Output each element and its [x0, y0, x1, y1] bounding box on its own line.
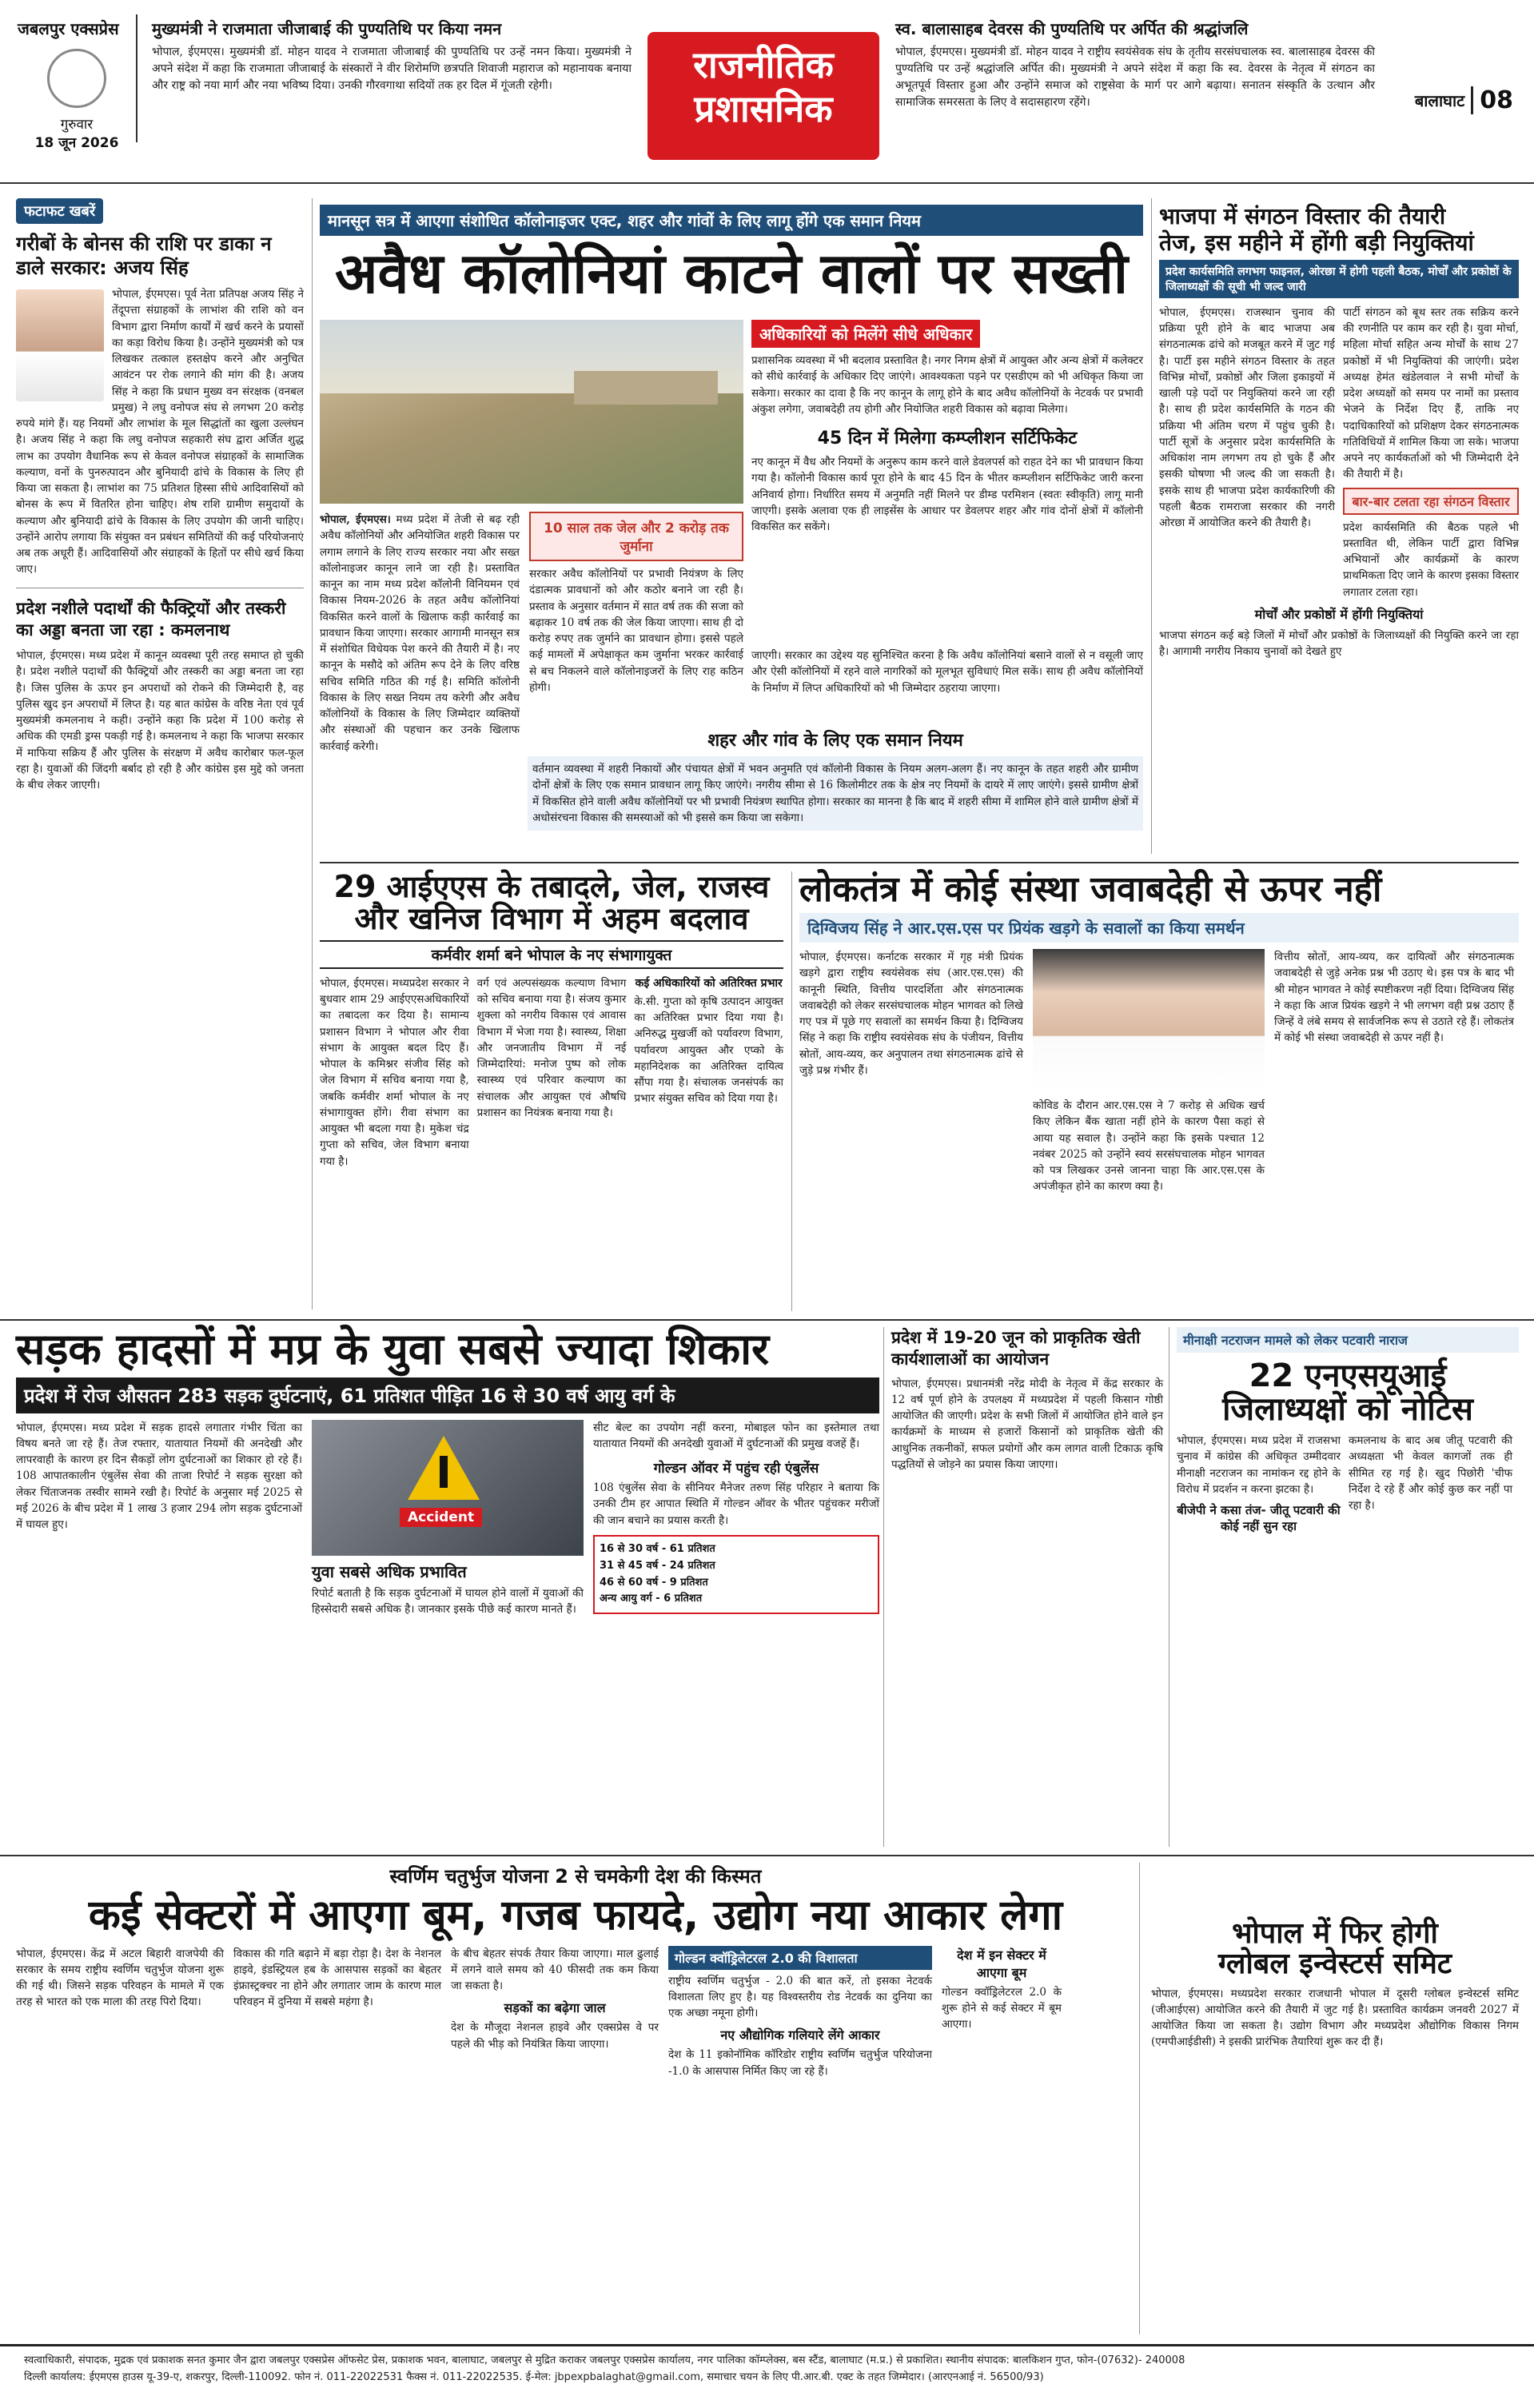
- warning-exclamation: [440, 1456, 448, 1488]
- road-photo-caption: युवा सबसे अधिक प्रभावित: [312, 1561, 467, 1581]
- golden-head: गोल्डन क्वॉड्रिलेटरल 2.0 की विशालता: [668, 1946, 932, 1970]
- main-col-1: मध्य प्रदेश में तेजी से बढ़ रही अवैध कॉलोनियों और अनियोजित शहरी विकास पर लगाम लगाने के लिए राज्य सरकार नया और सख्त कॉलोनाइजर कानून लाने जा रही है। प्रस्तावित कानून का नाम मध्य प्रदेश कॉलोनी विनियमन एवं विकास नियम-2026 के तहत अवैध कॉलोनियां विकसित करने वालों के खिलाफ कड़ी कार्रवाई का प्रावधान किया जाएगा। सरकार आगामी मानसून सत्र में संशोधित विधेयक पेश करने की तैयारी में है। नए कानून के मसौदे को अंतिम रूप देने के लिए वरिष्ठ सचिव समिति गठित की गई है। समिति कॉलोनी विकास के लिए सख्त नियम तय करेगी और अवैध कॉलोनियों के विकास के लिए जिम्मेदार व्यक्तियों और संस्थाओं की पहचान कर उनके खिलाफ कार्रवाई करेगी।: [320, 513, 520, 753]
- side-text: गोल्डन क्वॉड्रिलेटरल 2.0 के शुरू होने से कई सेक्टर में बूम आएगा।: [942, 1985, 1062, 2031]
- section-line1: राजनीतिक: [693, 43, 834, 86]
- democracy-col-2: कोविड के दौरान आर.एस.एस ने 7 करोड़ से अधिक खर्च किए लेकिन बैंक खाता नहीं होने के कारण पैसा कहां से आया यह सवाल है। उन्होंने कहा कि इसके पश्चात 12 नवंबर 2025 को उन्होंने स्वयं सरसंघचालक मोहन भागवत को पत्र लिखकर उनसे जानना चाहा कि आर.एस.एस के अपंजीकृत होने का कारण क्या है।: [1033, 1099, 1265, 1194]
- main-kicker: मानसून सत्र में आएगा संशोधित कॉलोनाइजर एक्ट, शहर और गांवों के लिए लागू होंगे एक समान नियम: [320, 205, 1143, 236]
- digvijay-photo: [1033, 949, 1265, 1093]
- footer-line-2: दिल्ली कार्यालय: ईएमएस हाउस यू-39-ए, शकरपुर, दिल्ली-110092. फोन नं. 011-22022531 फैक्स नं. 011-22022535. ई-मेल: jbpexpbalaghat@gmail.com, समाचार चयन के लिए पी.आर.बी. एक्ट के तहत जिम्मेदार। (आरएनआई नं. 56500/93): [24, 2370, 1044, 2383]
- gis-headline-1: भोपाल में फिर होगी: [1232, 1917, 1438, 1950]
- road-col-1: भोपाल, ईएमएस। मध्य प्रदेश में सड़क हादसे लगातार गंभीर चिंता का विषय बनते जा रहे हैं। तेज रफ्तार, यातायात नियमों की अनदेखी और लापरवाही के कारण हर दिन सैकड़ों लोग दुर्घटनाओं का शिकार हो रहे हैं। 108 आपातकालीन एंबुलेंस सेवा की ताजा रिपोर्ट ने सड़क सुरक्षा को लेकर चिंताजनक तस्वीर सामने रखी है। रिपोर्ट के अनुसार मई 2025 से मई 2026 के बीच प्रदेश में 1 लाख 3 हजार 294 लोग सड़क दुर्घटनाओं में घायल हुए।: [16, 1421, 302, 1532]
- main-subhead-1: अधिकारियों को मिलेंगे सीधे अधिकार: [751, 320, 980, 348]
- road-col-3: 108 एंबुलेंस सेवा के सीनियर मैनेजर तरुण सिंह परिहार ने बताया कि उनकी टीम हर आपात स्थिति में गोल्डन ऑवर के भीतर पहुंचकर मरीजों की जान बचाने का प्रयास करती है।: [593, 1481, 879, 1527]
- ias-divider: [791, 871, 792, 1311]
- bjp-col-2: पार्टी संगठन को बूथ स्तर तक सक्रिय करने की रणनीति पर काम कर रही है। युवा मोर्चा, महिला मोर्चा सहित अन्य मोर्चों के साथ 27 प्रकोष्ठों में भी नियुक्तियां की जाएंगी। प्रदेश अध्यक्ष हेमंत खंडेलवाल ने सभी मोर्चों के प्रदेश अध्यक्षों को समय पर नामों का प्रस्ताव भेजने के निर्देश दिए हैं, ताकि नए पदाधिकारियों को प्रशिक्षण देकर संगठनात्मक गतिविधियों में शामिल किया जा सके। भाजपा अपने नए कार्यकर्ताओं को भी जिम्मेदारी देने की तैयारी में है।: [1343, 305, 1519, 481]
- bjp-col-1: भोपाल, ईएमएस। राजस्थान चुनाव की प्रक्रिया पूरी होने के बाद भाजपा अब संगठनात्मक ढांचे को मजबूत करने में जुट गई है। पार्टी इस महीने संगठन विस्तार के तहत विभिन्न मोर्चों, प्रकोष्ठों और जिला इकाइयों में खाली पड़े पदों पर नियुक्तियां करने जा रही है। साथ ही प्रदेश कार्यसमिति के गठन की प्रक्रिया भी अंतिम चरण में पहुंच चुकी है। पार्टी सूत्रों के अनुसार प्रदेश कार्यसमिति के अधिकांश नाम लगभग तय हो चुके हैं और इसकी घोषणा भी जल्द की जा सकती है। इसके साथ ही भाजपा प्रदेश कार्यकारिणी की पहली बैठक रामराजा सरकार की नगरी ओरछा में आयोजित करने की तैयारी है।: [1159, 305, 1335, 530]
- ias-story: [320, 871, 783, 1170]
- ias-headline-1: 29 आईएएस के तबादले, जेल, राजस्व: [333, 869, 770, 904]
- nsui-subhead: बीजेपी ने कसा तंज- जीतू पटवारी की कोई नहीं सुन रहा: [1177, 1503, 1341, 1533]
- road-stat-2: 31 से 45 वर्ष - 24 प्रतिशत: [600, 1559, 715, 1572]
- masthead-logo: [18, 14, 137, 151]
- top-right-story: [895, 18, 1375, 111]
- top-right-text: भोपाल, ईएमएस। मुख्यमंत्री डॉ. मोहन यादव ने राष्ट्रीय स्वयंसेवक संघ के तृतीय सरसंघचालक स्व. बालासाहब देवरस की पुण्यतिथि पर उन्हें श्रद्धांजलि अर्पित की। मुख्यमंत्री ने अपने संदेश में कहा कि स्व. देवरस के नेतृत्व में संगठन का अभूतपूर्व विस्तार हुआ और उन्होंने समाज को राष्ट्रसेवा के मार्ग पर आगे बढ़ाया। सनातन संस्कृति के उत्थान और सामाजिक समरसता के लिए वे सदासहारण रहेंगे।: [895, 46, 1375, 109]
- bjp-headline-2: तेज, इस महीने में होंगी बड़ी नियुक्तियां: [1159, 229, 1474, 257]
- colony-houses: [574, 371, 718, 404]
- expressway-headline: कई सेक्टरों में आएगा बूम, गजब फायदे, उद्योग नया आकार लेगा: [88, 1892, 1063, 1940]
- paper-name: जबलपुर एक्सप्रेस: [18, 19, 119, 38]
- seal-icon: [47, 49, 106, 108]
- nsui-col-2: कमलनाथ के बाद अब जीतू पटवारी की अध्यक्षता भी केवल कागजों तक ही सीमित रह गई है। खुद पिछोरी 'चीफ निर्देश दे रहे हैं और कोई कुछ कर नहीं पा रहा है।: [1349, 1434, 1512, 1512]
- farm-divider: [883, 1327, 884, 1847]
- gis-headline-2: ग्लोबल इन्वेस्टर्स समिट: [1217, 1947, 1452, 1980]
- section-banner: [647, 32, 879, 160]
- main-subbox-3: [528, 728, 1143, 831]
- edition-name: बालाघाट: [1414, 91, 1465, 110]
- nsui-col-1: भोपाल, ईएमएस। मध्य प्रदेश में राजसभा चुनाव में कांग्रेस की अधिकृत उम्मीदवार मीनाक्षी नटराजन का नामांकन रद्द होने के विरोध में प्रदर्शन न करना झटका है।: [1177, 1434, 1341, 1496]
- road-stat-4: अन्य आयु वर्ग - 6 प्रतिशत: [600, 1593, 703, 1605]
- ias-strip: कर्मवीर शर्मा बने भोपाल के नए संभागायुक्त: [320, 940, 783, 969]
- top-left-story: [152, 18, 632, 94]
- democracy-story: [799, 871, 1519, 1195]
- expressway-col-2: विकास की गति बढ़ाने में बड़ा रोड़ा है। देश के नेशनल हाइवे, इंडस्ट्रियल हब के आसपास सड़कों का बेहतर इंफ्रास्ट्रक्चर ना होने और लगातार जाम के कारण माल परिवहन में दुनिया में सबसे महंगा है।: [233, 1947, 441, 2009]
- farm-headline: प्रदेश में 19-20 जून को प्राकृतिक खेती कार्यशालाओं का आयोजन: [891, 1328, 1141, 1369]
- fatafat-label: फटाफट खबरें: [16, 198, 103, 224]
- expressway-story: [16, 1863, 1135, 2079]
- expressway-kicker: स्वर्णिम चतुर्भुज योजना 2 से चमकेगी देश की किस्मत: [389, 1865, 762, 1888]
- top-left-text: भोपाल, ईएमएस। मुख्यमंत्री डॉ. मोहन यादव ने राजमाता जीजाबाई की पुण्यतिथि पर उन्हें नमन किया। मुख्यमंत्री ने अपने संदेश में कहा कि राजमाता जीजाबाई के संस्कारों ने वीर शिरोमणि छत्रपति शिवाजी महाराज को महानायक बनाया और राष्ट्र को नया मार्ग और नया भविष्य दिया। उनकी गौरवगाथा सदियों तक हर दिल में गूंजती रहेगी।: [152, 46, 632, 92]
- expressway-col-3: के बीच बेहतर संपर्क तैयार किया जाएगा। माल ढुलाई में लगने वाले समय को 40 फीसदी तक कम किया जा सकता है।: [451, 1947, 659, 1993]
- main-photo-caption: 10 साल तक जेल और 2 करोड़ तक जुर्माना: [529, 512, 743, 561]
- road-photo-text: रिपोर्ट बताती है कि सड़क दुर्घटनाओं में घायल होने वालों में युवाओं की हिस्सेदारी सबसे अधिक है। जानकार इसके पीछे कई कारण मानते हैं।: [312, 1586, 584, 1616]
- farm-text: भोपाल, ईएमएस। प्रधानमंत्री नरेंद्र मोदी के नेतृत्व में केंद्र सरकार के 12 वर्ष पूर्ण होने के उपलक्ष्य में मध्यप्रदेश में पहली किसान गोष्ठी आयोजित की जाएगी। प्रदेश के सभी जिलों में आयोजित होने वाले इन कार्यक्रमों के माध्यम से हजारों किसानों को प्राकृतिक खेती की आधुनिक तकनीकों, सफल प्रयोगों और कम लागत वाली टिकाऊ कृषि पद्धतियों से जोड़ने का प्रयास किया जाएगा।: [891, 1377, 1163, 1471]
- road-col-2: सीट बेल्ट का उपयोग नहीं करना, मोबाइल फोन का इस्तेमाल तथा यातायात नियमों की अनदेखी युवाओं में दुर्घटनाओं की प्रमुख वजहें हैं।: [593, 1421, 879, 1450]
- main-subtext-1: प्रशासनिक व्यवस्था में भी बदलाव प्रस्तावित है। नगर निगम क्षेत्रों में आयुक्त और अन्य क्षेत्रों में कलेक्टर को सीधे कार्रवाई के अधिकार दिए जाएंगे। आवश्यकता पड़ने पर एसडीएम को भी अधिकृत किया जा सकेगा। सरकार का दावा है कि नए कानून के लागू होने के बाद अवैध कॉलोनियों के नेटवर्क पर प्रभावी अंकुश लगेगा, जवाबदेही तय होगी और नियोजित शहरी विकास को बढ़ावा मिलेगा।: [751, 354, 1143, 416]
- main-subtext-3: वर्तमान व्यवस्था में शहरी निकायों और पंचायत क्षेत्रों में भवन अनुमति एवं कॉलोनी विकास के नियम अलग-अलग हैं। नए कानून के तहत शहरी और ग्रामीण दोनों क्षेत्रों के लिए एक समान प्रावधान लागू किए जाएंगे। नगरीय सीमा से 16 किलोमीटर तक के क्षेत्र नए नियमों के दायरे में लाए जाएंगे। इससे ग्रामीण क्षेत्रों में विकसित होने वाली अवैध कॉलोनियों पर भी प्रभावी नियंत्रण स्थापित होगा। सरकार का मानना है कि बाद में शहरी सीमा में शामिल होने वाले ग्रामीण क्षेत्रों में अधोसंरचना विकास की समस्याओं को भी इससे कम किया जा सकेगा।: [528, 756, 1143, 831]
- fatafat-text-2: भोपाल, ईएमएस। मध्य प्रदेश में कानून व्यवस्था पूरी तरह समाप्त हो चुकी है। प्रदेश नशीले पदार्थों की फैक्ट्रियों और तस्करी का अड्डा बनता जा रहा है। जिस पुलिस के ऊपर इन अपराधों को रोकने की जिम्मेदारी है, वह पुलिस खुद इन अपराधों में लिप्त है। यह बात कांग्रेस के वरिष्ठ नेता एवं पूर्व मुख्यमंत्री कमलनाथ ने कही। उन्होंने कहा कि प्रदेश में 100 करोड़ से अधिक की एमडी ड्रग्स पकड़ी गई है। कमलनाथ ने कहा कि भाजपा सरकार में माफिया सक्रिय हैं और पुलिस के संरक्षण में अवैध कारोबार फल-फूल रहा है। युवाओं की जिंदगी बर्बाद हो रही है और कांग्रेस इस मुद्दे को जनता के बीच लेकर जाएगी।: [16, 649, 304, 792]
- masthead-rule: [0, 182, 1534, 184]
- democracy-headline: लोकतंत्र में कोई संस्था जवाबदेही से ऊपर नहीं: [799, 869, 1382, 910]
- gis-story: [1151, 1919, 1519, 2051]
- ias-subhead: कई अधिकारियों को अतिरिक्त प्रभार: [635, 976, 783, 990]
- nsui-kicker: मीनाक्षी नटराजन मामले को लेकर पटवारी नाराज: [1177, 1327, 1519, 1353]
- ias-col-2: वर्ग एवं अल्पसंख्यक कल्याण विभाग को सचिव बनाया गया है। संजय कुमार शुक्ला को नगरीय विकास एवं आवास विभाग में भेजा गया है। स्वास्थ्य, शिक्षा और जनजातीय विभाग में नई जिम्मेदारियां: मनोज पुष्प को लोक स्वास्थ्य एवं परिवार कल्याण का संचालक और आयुक्त एवं औषधि प्रशासन का नियंत्रक बनाया गया है।: [476, 976, 627, 1119]
- expressway-sub2-text: देश के 11 इकोनॉमिक कॉरिडोर राष्ट्रीय स्वर्णिम चतुर्भुज परियोजना -1.0 के आसपास निर्मित किए जा रहे हैं।: [668, 2048, 932, 2078]
- nsui-headline-1: 22 एनएसयूआई: [1249, 1357, 1447, 1394]
- road-stats-box: [593, 1535, 879, 1614]
- ias-headline-2: और खनिज विभाग में अहम बदलाव: [354, 900, 749, 936]
- main-subhead-2: 45 दिन में मिलेगा कम्प्लीशन सर्टिफिकेट: [817, 429, 1078, 449]
- fatafat-headline-2: प्रदेश नशीले पदार्थों की फैक्ट्रियों और तस्करी का अड्डा बनता जा रहा : कमलनाथ: [16, 598, 286, 640]
- left-column-divider: [312, 198, 313, 1310]
- road-strip: प्रदेश में रोज औसतन 283 सड़क दुर्घटनाएं, 61 प्रतिशत पीड़ित 16 से 30 वर्ष आयु वर्ग के: [16, 1377, 879, 1413]
- fatafat-column: [16, 198, 304, 1310]
- main-subhead-3: शहर और गांव के लिए एक समान नियम: [707, 731, 963, 751]
- page-number-value: 08: [1471, 86, 1513, 114]
- nsui-headline-2: जिलाध्यक्षों को नोटिस: [1222, 1391, 1473, 1428]
- main-dateline: भोपाल, ईएमएस।: [320, 513, 391, 526]
- democracy-col-3: वित्तीय स्रोतों, आय-व्यय, कर दायित्वों और संगठनात्मक जवाबदेही से जुड़े अनेक प्रश्न भी उठाए थे। इस पत्र के बाद भी श्री मोहन भागवत ने कोई स्पष्टीकरण नहीं दिया। दिग्विजय सिंह ने कहा कि आज प्रियंक खड़गे ने भी लगभग वही प्रश्न उठाए हैं जिन्हें वे लंबे समय से सार्वजनिक रूप से उठाते रहे हैं। लोकतंत्र में कोई भी संस्था जवाबदेही से ऊपर नहीं है।: [1274, 951, 1514, 1045]
- farm-story: [891, 1327, 1163, 1473]
- right-column-divider: [1151, 198, 1152, 854]
- bottom-rule: [0, 1855, 1534, 1856]
- footer: [0, 2344, 1534, 2408]
- bjp-story: [1159, 205, 1519, 660]
- top-left-headline: मुख्यमंत्री ने राजमाता जीजाबाई की पुण्यतिथि पर किया नमन: [152, 19, 502, 38]
- top-right-headline: स्व. बालासाहब देवरस की पुण्यतिथि पर अर्पित की श्रद्धांजलि: [895, 19, 1249, 38]
- ias-col-3: के.सी. गुप्ता को कृषि उत्पादन आयुक्त का अतिरिक्त प्रभार दिया गया है। अनिरुद्ध मुखर्जी को पर्यावरण विभाग, पर्यावरण आयुक्त और एप्को के महानिदेशक का अतिरिक्त दायित्व सौंपा गया है। संचालक जनसंपर्क का प्रभार संयुक्त सचिव को दिया गया है।: [634, 995, 784, 1106]
- democracy-col-1: भोपाल, ईएमएस। कर्नाटक सरकार में गृह मंत्री प्रियंक खड़गे द्वारा राष्ट्रीय स्वयंसेवक संघ (आर.एस.एस) की कानूनी स्थिति, वित्तीय पारदर्शिता और संगठनात्मक जवाबदेही को लेकर सरसंघचालक मोहन भागवत को लिखे गए पत्र में पूछे गए सवालों का समर्थन किया है। दिग्विजय सिंह ने कहा कि राष्ट्रीय स्वयंसेवक संघ के पंजीयन, वित्तीय स्रोतों, आय-व्यय, कर अनुपालन तथा संगठनात्मक ढांचे से जुड़े प्रश्न गंभीर हैं।: [799, 951, 1023, 1077]
- expressway-col-1: भोपाल, ईएमएस। केंद्र में अटल बिहारी वाजपेयी की सरकार के समय राष्ट्रीय स्वर्णिम चतुर्भुज योजना शुरू की गई थी। जिसने सड़क परिवहन के मामले में एक तरह से भारत को एक माला की तरह पिरो दिया।: [16, 1947, 224, 2009]
- gis-text: भोपाल, ईएमएस। मध्यप्रदेश सरकार राजधानी भोपाल में दूसरी ग्लोबल इन्वेस्टर्स समिट (जीआईएस) आयोजित करने की तैयारी में जुट गई है। प्रस्तावित कार्यक्रम जनवरी 2027 में आयोजित किया जा सकता है। उद्योग विभाग और मध्यप्रदेश औद्योगिक विकास निगम (एमपीआईडीसी) ने इसकी प्रारंभिक तैयारियां शुरू कर दी हैं।: [1151, 1987, 1519, 2049]
- golden-text: राष्ट्रीय स्वर्णिम चतुर्भुज - 2.0 की बात करें, तो इसका नेटवर्क विशालता लिए हुए है। यह विश्वस्तरीय रोड नेटवर्क का दुनिया का एक अच्छा नमूना होगी।: [668, 1974, 932, 2020]
- ias-col-1: भोपाल, ईएमएस। मध्यप्रदेश सरकार ने बुधवार शाम 29 आईएएसअधिकारियों का तबादला कर दिया है। सामान्य प्रशासन विभाग ने भोपाल और रीवा संभाग के आयुक्त बदल दिए हैं। भोपाल के कमिश्नर संजीव सिंह को जेल विभाग में सचिव बनाया गया है, जबकि कर्मवीर शर्मा भोपाल के नए संभागायुक्त होंगे। रीवा संभाग का आयुक्त भी बदला गया है। मुकेश चंद्र गुप्ता को सचिव, जेल विभाग बनाया गया है।: [320, 976, 469, 1168]
- footer-line-1: स्वत्वाधिकारी, संपादक, मुद्रक एवं प्रकाशक सनत कुमार जैन द्वारा जबलपुर एक्सप्रेस ऑफसेट प्रेस, प्रकाशक भवन, बालाघाट, जबलपुर से मुद्रित कराकर जबलपुर एक्सप्रेस कार्यालय, नगर पालिका कॉम्प्लेक्स, बस स्टैंड, बालाघाट (म.प्र.) से प्रकाशित। स्थानीय संपादक: बालकिशन गुप्त, फोन-(07632)- 240008: [24, 2354, 1185, 2366]
- bjp-strip: प्रदेश कार्यसमिति लगभग फाइनल, ओरछा में होगी पहली बैठक, मोर्चों और प्रकोष्ठों के जिलाध्यक्षों की सूची भी जल्द जारी: [1159, 260, 1519, 298]
- ajay-singh-photo: [16, 289, 104, 401]
- accident-photo: [312, 1420, 584, 1556]
- bjp-subhead-2: बार-बार टलता रहा संगठन विस्तार: [1343, 488, 1519, 515]
- road-headline: सड़क हादसों में मप्र के युवा सबसे ज्यादा शिकार: [16, 1324, 770, 1374]
- road-subhead: गोल्डन ऑवर में पहुंच रही एंबुलेंस: [653, 1461, 819, 1477]
- fatafat-headline-1: गरीबों के बोनस की राशि पर डाका न डाले सरकार: अजय सिंह: [16, 233, 272, 279]
- road-story: [16, 1324, 879, 1617]
- road-stat-3: 46 से 60 वर्ष - 9 प्रतिशत: [600, 1576, 708, 1589]
- accident-label: Accident: [400, 1508, 482, 1527]
- main-headline: अवैध कॉलोनियां काटने वालों पर सख्ती: [334, 241, 1129, 306]
- mid-rule: [320, 862, 1519, 863]
- democracy-strip: दिग्विजय सिंह ने आर.एस.एस पर प्रियंक खड़गे के सवालों का किया समर्थन: [799, 913, 1519, 943]
- main-subbox-1: [751, 320, 1143, 535]
- main-subtext-2: नए कानून में वैध और नियमों के अनुरूप काम करने वाले डेवलपर्स को राहत देने का भी प्रावधान किया गया है। कॉलोनी विकास कार्य पूरा होने के बाद 45 दिन के भीतर कम्प्लीशन सर्टिफिकेट जारी करना अनिवार्य होगा। निर्धारित समय में अनुमति नहीं मिलने पर डीम्ड परमिशन (स्वतः स्वीकृति) लागू मानी जाएगी। इसके अलावा एक ही लाइसेंस के आधार पर डेवलपर शहर और गांव दोनों क्षेत्रों में कॉलोनी विकसित कर सकेंगे।: [751, 456, 1143, 533]
- bjp-sub1-text: भाजपा संगठन कई बड़े जिलों में मोर्चों और प्रकोष्ठों के जिलाध्यक्षों की नियुक्ति करने जा रहा है। आगामी नगरीय निकाय चुनावों को देखते हुए: [1159, 628, 1519, 659]
- colony-photo: [320, 320, 743, 504]
- expressway-subhead-1: सड़कों का बढ़ेगा जाल: [504, 2000, 606, 2016]
- expressway-sub1-text: देश के मौजूदा नेशनल हाइवे और एक्सप्रेस वे पर पहले की भीड़ को नियंत्रित किया जाएगा।: [451, 2021, 659, 2051]
- nsui-story: [1177, 1327, 1519, 1534]
- expressway-subhead-2: नए औद्योगिक गलियारे लेंगे आकार: [720, 2027, 880, 2043]
- issue-date: 18 जून 2026: [34, 135, 119, 151]
- bjp-headline-1: भाजपा में संगठन विस्तार की तैयारी: [1159, 203, 1446, 229]
- road-stat-1: 16 से 30 वर्ष - 61 प्रतिशत: [600, 1542, 715, 1555]
- side-head: देश में इन सेक्टर में आएगा बूम: [957, 1947, 1046, 1980]
- issue-day: गुरुवार: [60, 117, 94, 133]
- section-line2: प्रशासनिक: [694, 87, 833, 131]
- main-col-2: सरकार अवैध कॉलोनियों पर प्रभावी नियंत्रण के लिए दंडात्मक प्रावधानों को और कठोर बनाने जा रही है। प्रस्ताव के अनुसार वर्तमान में सात वर्ष तक की सजा को बढ़ाकर 10 वर्ष तक की जेल किया जाएगा। साथ ही दो करोड़ रुपए तक जुर्माने का प्रावधान होगा। इससे पहले कई मामलों में अपेक्षाकृत कम जुर्माना भरकर कार्रवाई से बच निकलने वाले कॉलोनाइजरों के लिए राह कठिन होगी।: [529, 568, 743, 694]
- gis-divider: [1139, 1863, 1140, 2334]
- bjp-subhead-1: मोर्चों और प्रकोष्ठों में होंगी नियुक्तियां: [1254, 606, 1424, 622]
- lower-rule: [0, 1319, 1534, 1321]
- main-body: [320, 512, 743, 755]
- fatafat-text-1: भोपाल, ईएमएस। पूर्व नेता प्रतिपक्ष अजय सिंह ने तेंदूपत्ता संग्राहकों के लाभांश की राशि को वन विभाग द्वारा निर्माण कार्यों में खर्च करने के प्रयासों का कड़ा विरोध किया है। उन्होंने मुख्यमंत्री को पत्र लिखकर तत्काल हस्तक्षेप करने और अनुचित आवंटन पर रोक लगाने की मांग की है। अजय सिंह ने कहा कि प्रधान मुख्य वन संरक्षक (वनबल प्रमुख) ने लघु वनोपज संघ से लगभग 20 करोड़ रुपये मांगे हैं। यह नियमों और लाभांश के मूल सिद्धांतों का खुला उल्लंघन है। अजय सिंह ने कहा कि लघु वनोपज सहकारी संघ द्वारा अर्जित शुद्ध लाभ का उपयोग वैधानिक रूप से केवल वनोपज संग्राहकों के सामाजिक कल्याण, वनों के पुनरुत्पादन और बुनियादी ढांचे के विकास के लिए ही किया जा सकता है। लाभांश का 75 प्रतिशत हिस्सा सीधे आदिवासियों को बोनस के रूप में वितरित होना चाहिए। शेष राशि ग्रामीण समुदायों के कल्याण और बुनियादी ढांचे के विकास के लिए उपयोग की जानी चाहिए। उन्होंने आरोप लगाया कि संयुक्त वन प्रबंधन समितियों की कई परियोजनाएं अब तक अधूरी हैं। आदिवासियों और संग्राहकों के हितों पर सीधे खर्च किया जाए।: [16, 288, 304, 576]
- bjp-sub2-text: प्रदेश कार्यसमिति की बैठक पहले भी प्रस्तावित थी, लेकिन पार्टी द्वारा विभिन्न अभियानों और कार्यक्रमों के कारण प्राथमिकता दिए जाने के कारण इसका विस्तार लगातार टलता रहा।: [1343, 520, 1519, 599]
- page-number: [1415, 86, 1513, 114]
- main-col-3: जाएगी। सरकार का उद्देश्य यह सुनिश्चित करना है कि अवैध कॉलोनियां बसाने वालों से न वसूली जाए और ऐसी कॉलोनियों में रहने वाले नागरिकों को मूलभूत सुविधाएं मिल सकें। साथ ही अवैध कॉलोनियों के निर्माण में लिप्त अधिकारियों को भी जिम्मेदार ठहराया जाएगा।: [751, 649, 1143, 695]
